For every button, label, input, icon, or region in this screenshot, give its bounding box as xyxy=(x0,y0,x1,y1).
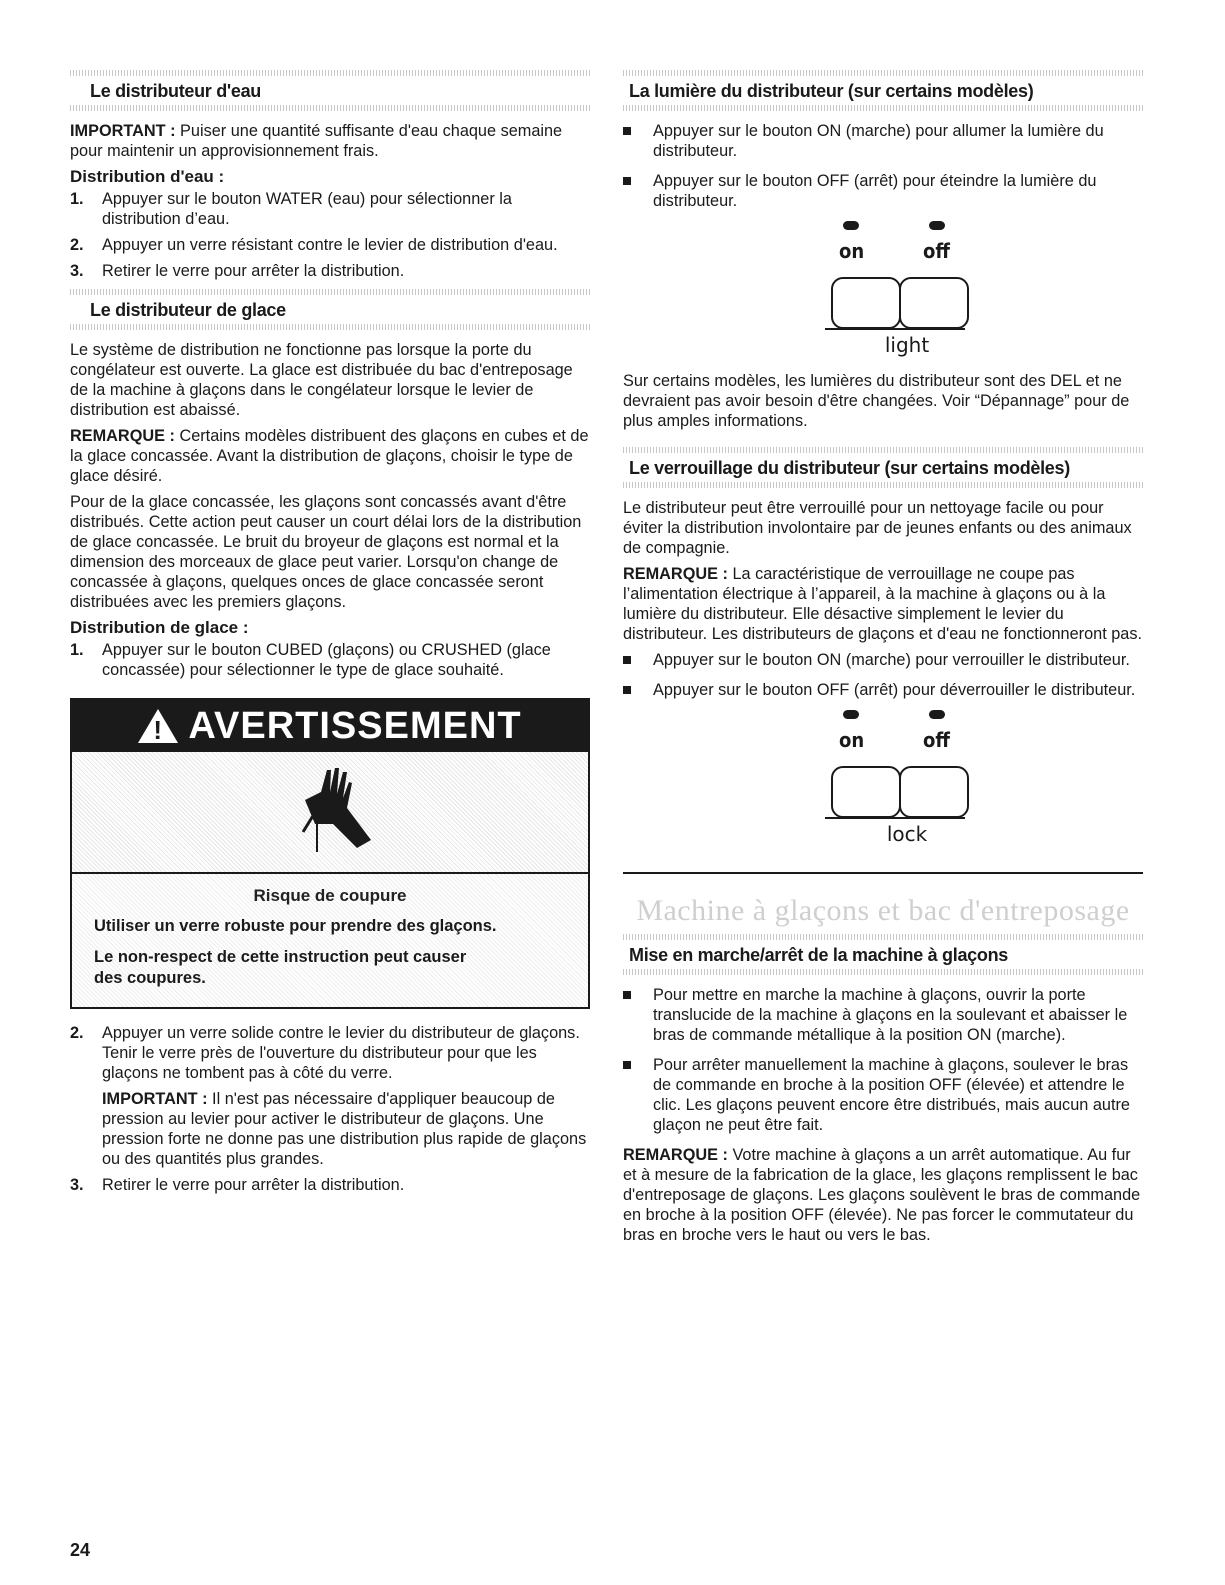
diagram-underline xyxy=(825,328,965,330)
step-text: Appuyer un verre solide contre le levier du distributeur de glaçons. Tenir le verre près de l'ouverture du distributeur pour que les glaçons ne tombent pas à côté du verre. xyxy=(102,1024,580,1082)
step-text: Appuyer sur le bouton WATER (eau) pour sélectionner la distribution d’eau. xyxy=(102,190,512,228)
remarque-paragraph xyxy=(70,426,590,486)
section-header-machine xyxy=(623,934,1143,975)
remarque-paragraph xyxy=(623,1145,1143,1245)
ice-steps-1 xyxy=(70,640,590,680)
remarque-label: REMARQUE : xyxy=(70,427,175,445)
step-text: Appuyer un verre résistant contre le levier de distribution d'eau. xyxy=(102,236,558,254)
section-title: Le distributeur d'eau xyxy=(90,81,262,101)
left-column xyxy=(70,70,590,1203)
warning-pictogram xyxy=(72,752,588,874)
right-column xyxy=(623,70,1143,1251)
step-number: 3. xyxy=(70,262,84,280)
light-button-diagram xyxy=(783,215,983,365)
important-paragraph xyxy=(102,1089,590,1169)
indicator-off-icon xyxy=(929,221,945,230)
section-header-eau xyxy=(70,70,590,111)
list-item xyxy=(623,171,1143,211)
diagram-caption: light xyxy=(884,333,930,357)
step-number: 1. xyxy=(70,190,84,208)
bullet-square-icon xyxy=(623,1061,631,1069)
paragraph: Sur certains modèles, les lumières du distributeur sont des DEL et ne devraient pas avoir besoin d'être changées. Voir “Dépannage” pour de plus amples informations. xyxy=(623,372,1130,430)
bullet-square-icon xyxy=(623,177,631,185)
important-text: Il n'est pas nécessaire d'appliquer beaucoup de pression au levier pour activer le distributeur de glaçons. Une pression forte ne donne pas une distribution plus rapide de glaçons ou des quantités plus grandes. xyxy=(102,1090,587,1168)
off-label: off xyxy=(923,728,950,752)
section-header-glace xyxy=(70,289,590,330)
list-item xyxy=(70,235,590,255)
light-bullets xyxy=(623,121,1143,211)
list-item xyxy=(70,1175,590,1195)
bullet-square-icon xyxy=(623,656,631,664)
on-label: on xyxy=(839,728,865,752)
warning-banner xyxy=(72,700,588,752)
section-header-verrou xyxy=(623,447,1143,488)
off-button[interactable] xyxy=(899,766,969,818)
indicator-on-icon xyxy=(843,221,859,230)
on-button[interactable] xyxy=(831,766,901,818)
section-title: Mise en marche/arrêt de la machine à glaçons xyxy=(629,945,1008,965)
paragraph: Le distributeur peut être verrouillé pour un nettoyage facile ou pour éviter la distribution involontaire par de jeunes enfants ou des animaux de compagnie. xyxy=(623,499,1132,557)
on-button[interactable] xyxy=(831,277,901,329)
warning-banner-text: AVERTISSEMENT xyxy=(188,704,522,747)
off-button[interactable] xyxy=(899,277,969,329)
bullet-text: Appuyer sur le bouton ON (marche) pour verrouiller le distributeur. xyxy=(653,651,1130,669)
section-title: La lumière du distributeur (sur certains modèles) xyxy=(629,81,1034,101)
step-number: 2. xyxy=(70,1024,84,1042)
indicator-off-icon xyxy=(929,710,945,719)
remarque-label: REMARQUE : xyxy=(623,1146,728,1164)
paragraph: Pour de la glace concassée, les glaçons sont concassés avant d'être distribués. Cette action peut causer un court délai lors de la distribution de glace concassée. Le bruit du broyeur de glaçons est normal et la dimension des morceaux de glace peut varier. Lorsqu'on change de concassée à glaçons, quelques onces de glace concassée seront distribuées avec les premiers glaçons. xyxy=(70,493,582,611)
section-title: Le distributeur de glace xyxy=(90,300,286,320)
step-number: 2. xyxy=(70,236,84,254)
diagram-caption: lock xyxy=(886,822,928,846)
important-text: Puiser une quantité suffisante d'eau chaque semaine pour maintenir un approvisionnement frais. xyxy=(70,122,563,160)
bullet-square-icon xyxy=(623,686,631,694)
list-item xyxy=(623,1055,1143,1135)
bullet-square-icon xyxy=(623,991,631,999)
diagram-underline xyxy=(825,817,965,819)
warning-line: Utiliser un verre robuste pour prendre des glaçons. xyxy=(94,917,497,935)
warning-line: Le non-respect de cette instruction peut causer des coupures. xyxy=(94,948,467,987)
lock-button-diagram xyxy=(783,704,983,854)
bullet-text: Appuyer sur le bouton OFF (arrêt) pour déverrouiller le distributeur. xyxy=(653,681,1136,699)
list-item xyxy=(70,640,590,680)
bullet-square-icon xyxy=(623,127,631,135)
remarque-text: Certains modèles distribuent des glaçons en cubes et de la glace concassée. Avant la distribution de glaçons, choisir le type de glace désiré. xyxy=(70,427,589,485)
water-steps xyxy=(70,189,590,281)
subheading: Distribution d'eau : xyxy=(70,167,225,186)
off-label: off xyxy=(923,239,950,263)
step-number: 1. xyxy=(70,641,84,659)
important-paragraph xyxy=(70,121,590,161)
step-text: Appuyer sur le bouton CUBED (glaçons) ou CRUSHED (glace concassée) pour sélectionner le type de glace souhaité. xyxy=(102,641,551,679)
remarque-text: La caractéristique de verrouillage ne coupe pas l’alimentation électrique à l’appareil, à la machine à glaçons ou à la lumière du distributeur. Elle désactive simplement le levier du distributeur. Les distributeurs de glaçons et d'eau ne fonctionneront pas. xyxy=(623,565,1143,643)
cut-hand-icon xyxy=(275,762,385,862)
list-item xyxy=(70,261,590,281)
ice-steps-2 xyxy=(70,1023,590,1195)
important-label: IMPORTANT : xyxy=(102,1090,208,1108)
page-number: 24 xyxy=(70,1540,91,1560)
section-header-lumiere xyxy=(623,70,1143,111)
on-label: on xyxy=(839,239,865,263)
subheading: Distribution de glace : xyxy=(70,618,249,637)
icemaker-bullets xyxy=(623,985,1143,1135)
bullet-text: Pour mettre en marche la machine à glaçons, ouvrir la porte translucide de la machine à glaçons en la soulevant et abaisser le bras de commande métallique à la position ON (marche). xyxy=(653,986,1128,1044)
list-item xyxy=(70,1023,590,1169)
paragraph: Le système de distribution ne fonctionne pas lorsque la porte du congélateur est ouverte. La glace est distribuée du bac d'entreposage de la machine à glaçons dans le congélateur lorsque le levier de distribution est abaissé. xyxy=(70,341,573,419)
list-item xyxy=(623,121,1143,161)
step-text: Retirer le verre pour arrêter la distribution. xyxy=(102,262,405,280)
step-number: 3. xyxy=(70,1176,84,1194)
important-label: IMPORTANT : xyxy=(70,122,176,140)
list-item xyxy=(623,650,1143,670)
bullet-text: Appuyer sur le bouton OFF (arrêt) pour éteindre la lumière du distributeur. xyxy=(653,172,1097,210)
warning-box xyxy=(70,698,590,1009)
warning-risk: Risque de coupure xyxy=(253,886,407,905)
lock-bullets xyxy=(623,650,1143,700)
step-text: Retirer le verre pour arrêter la distribution. xyxy=(102,1176,405,1194)
warning-text-area xyxy=(72,874,588,1007)
chapter-title: Machine à glaçons et bac d'entreposage xyxy=(623,872,1143,928)
list-item xyxy=(623,680,1143,700)
list-item xyxy=(70,189,590,229)
list-item xyxy=(623,985,1143,1045)
indicator-on-icon xyxy=(843,710,859,719)
remarque-label: REMARQUE : xyxy=(623,565,728,583)
remarque-paragraph xyxy=(623,564,1143,644)
bullet-text: Pour arrêter manuellement la machine à glaçons, soulever le bras de commande en broche à la position OFF (élevée) et attendre le clic. Les glaçons peuvent encore être distribués, mais aucun autre glaçon ne peut être fait. xyxy=(653,1056,1130,1134)
remarque-text: Votre machine à glaçons a un arrêt automatique. Au fur et à mesure de la fabrication de la glace, les glaçons remplissent le bac d'entreposage de glaçons. Les glaçons soulèvent le bras de commande en broche à la position OFF (élevée). Ne pas forcer le commutateur du bras en broche vers le haut ou vers le bas. xyxy=(623,1146,1141,1244)
warning-triangle-icon xyxy=(138,709,178,743)
section-title: Le verrouillage du distributeur (sur certains modèles) xyxy=(629,458,1070,478)
bullet-text: Appuyer sur le bouton ON (marche) pour allumer la lumière du distributeur. xyxy=(653,122,1104,160)
